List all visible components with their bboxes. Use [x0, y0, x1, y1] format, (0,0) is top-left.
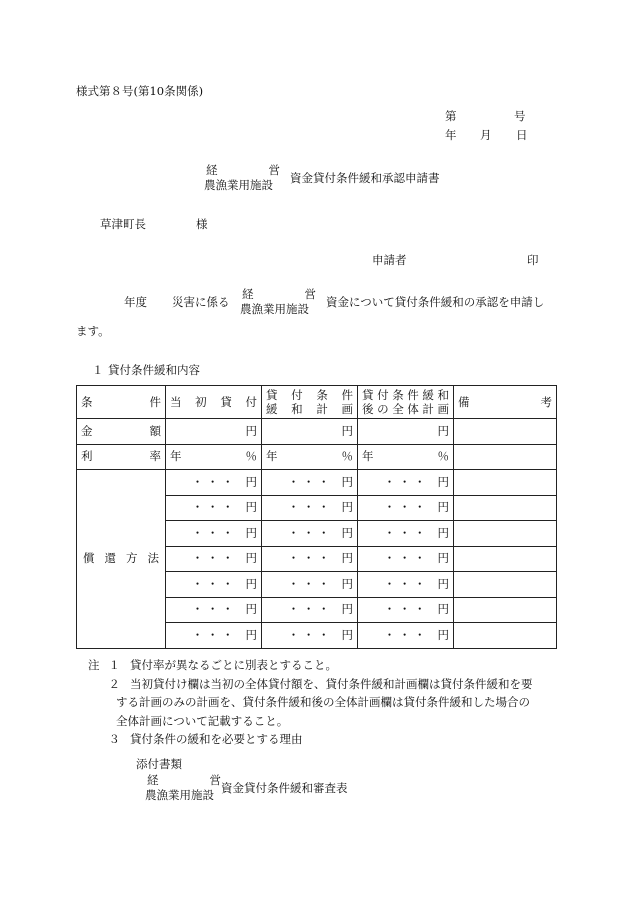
- attachment-stack-top-left: 経: [147, 773, 159, 787]
- header-relief-plan: 貸 付 条 件 緩 和 計 画: [262, 386, 358, 419]
- number-dai: 第: [445, 109, 457, 123]
- notes-section: 注 １ 貸付率が異なるごとに別表とすること。 ２ 当初貸付け欄は当初の全体貸付額を、貸付条件緩和計画欄は貸付条件緩和を要 する計画のみの計画を、貸付条件緩和後の全体計画欄は貸付条件緩和した場合の 全体計画について記載すること。 ３ 貸付条件の緩和を必要とする理由: [88, 656, 558, 749]
- repay-remarks: [454, 470, 557, 496]
- amount-remarks: [454, 419, 557, 445]
- attachment-stack-bottom: 農漁業用施設: [145, 788, 214, 802]
- addressee-honorific: 様: [196, 217, 208, 231]
- repay-overall: ・ ・ ・ 円: [358, 470, 454, 496]
- note-item: 注 １ 貸付率が異なるごとに別表とすること。: [88, 656, 558, 675]
- repay-remarks: [454, 597, 557, 623]
- title-stack-top-right: 営: [268, 163, 280, 177]
- header-overall-plan: 貸 付 条 件 緩 和 後 の 全 体 計 画: [358, 386, 454, 419]
- date-year: 年: [445, 128, 457, 142]
- body-stack-top-right: 営: [304, 287, 316, 301]
- header-initial-loan: 当 初 貸 付: [166, 386, 262, 419]
- repay-initial: ・ ・ ・ 円: [166, 521, 262, 547]
- table-header-row: [77, 386, 557, 419]
- repay-relief: ・ ・ ・ 円: [262, 470, 358, 496]
- repay-overall: ・ ・ ・ 円: [358, 597, 454, 623]
- attachment-stack-top-right: 営: [209, 773, 221, 787]
- amount-relief: 円: [262, 419, 358, 445]
- page-title: 資金貸付条件緩和承認申請書: [290, 171, 440, 185]
- body-stack: [240, 287, 318, 317]
- amount-initial: 円: [166, 419, 262, 445]
- repay-relief: ・ ・ ・ 円: [262, 546, 358, 572]
- repay-overall: ・ ・ ・ 円: [358, 546, 454, 572]
- notes-title: 注: [88, 658, 100, 672]
- repay-overall: ・ ・ ・ 円: [358, 572, 454, 598]
- attachment-label: 添付書類: [136, 757, 182, 771]
- date-day: 日: [516, 128, 528, 142]
- repay-overall: ・ ・ ・ 円: [358, 623, 454, 649]
- body-disaster: 災害に係る: [172, 295, 230, 309]
- table-row-rate: [77, 444, 557, 470]
- repay-remarks: [454, 495, 557, 521]
- body-rest: 資金について貸付条件緩和の承認を申請し: [326, 295, 545, 309]
- header-condition: 条 件: [77, 386, 166, 419]
- note-item: ２ 当初貸付け欄は当初の全体貸付額を、貸付条件緩和計画欄は貸付条件緩和を要: [108, 676, 533, 691]
- note-item: ３ 貸付条件の緩和を必要とする理由: [108, 732, 303, 746]
- loan-conditions-table: [76, 385, 557, 649]
- amount-overall: 円: [358, 419, 454, 445]
- repay-relief: ・ ・ ・ 円: [262, 623, 358, 649]
- section1-num: １: [92, 363, 104, 377]
- repay-initial: ・ ・ ・ 円: [166, 470, 262, 496]
- repay-overall: ・ ・ ・ 円: [358, 495, 454, 521]
- rate-relief: 年 ％: [262, 444, 358, 470]
- title-stack-top-left: 経: [206, 163, 218, 177]
- table-row-amount: [77, 419, 557, 445]
- title-stack: [204, 163, 282, 193]
- repay-initial: ・ ・ ・ 円: [166, 495, 262, 521]
- repay-remarks: [454, 546, 557, 572]
- rate-overall: 年 ％: [358, 444, 454, 470]
- repay-remarks: [454, 521, 557, 547]
- repay-remarks: [454, 572, 557, 598]
- row-label-repayment: 償 還 方 法: [77, 470, 166, 649]
- applicant-label: 申請者: [372, 253, 407, 267]
- body-stack-bottom: 農漁業用施設: [240, 302, 309, 316]
- repay-relief: ・ ・ ・ 円: [262, 521, 358, 547]
- repay-overall: ・ ・ ・ 円: [358, 521, 454, 547]
- form-id: 様式第８号(第10条関係): [76, 84, 204, 98]
- body-stack-top-left: 経: [242, 287, 254, 301]
- number-go: 号: [514, 109, 526, 123]
- rate-remarks: [454, 444, 557, 470]
- repay-initial: ・ ・ ・ 円: [166, 597, 262, 623]
- repay-initial: ・ ・ ・ 円: [166, 623, 262, 649]
- row-label-amount: 金 額: [77, 419, 166, 445]
- attachment-stack: [145, 773, 223, 803]
- date-month: 月: [480, 128, 492, 142]
- rate-initial: 年 ％: [166, 444, 262, 470]
- addressee-name: 草津町長: [100, 217, 146, 231]
- repay-remarks: [454, 623, 557, 649]
- repay-initial: ・ ・ ・ 円: [166, 546, 262, 572]
- repay-initial: ・ ・ ・ 円: [166, 572, 262, 598]
- repay-relief: ・ ・ ・ 円: [262, 572, 358, 598]
- header-remarks: 備 考: [454, 386, 557, 419]
- title-stack-bottom: 農漁業用施設: [204, 178, 273, 192]
- section1-title: 貸付条件緩和内容: [108, 363, 200, 377]
- repay-relief: ・ ・ ・ 円: [262, 495, 358, 521]
- row-label-rate: 利 率: [77, 444, 166, 470]
- repay-relief: ・ ・ ・ 円: [262, 597, 358, 623]
- table-row-repay: [77, 470, 557, 496]
- body-line2: ます。: [76, 324, 110, 338]
- attachment-title: 資金貸付条件緩和審査表: [221, 781, 348, 795]
- seal-mark: 印: [527, 253, 539, 267]
- body-year: 年度: [124, 295, 147, 309]
